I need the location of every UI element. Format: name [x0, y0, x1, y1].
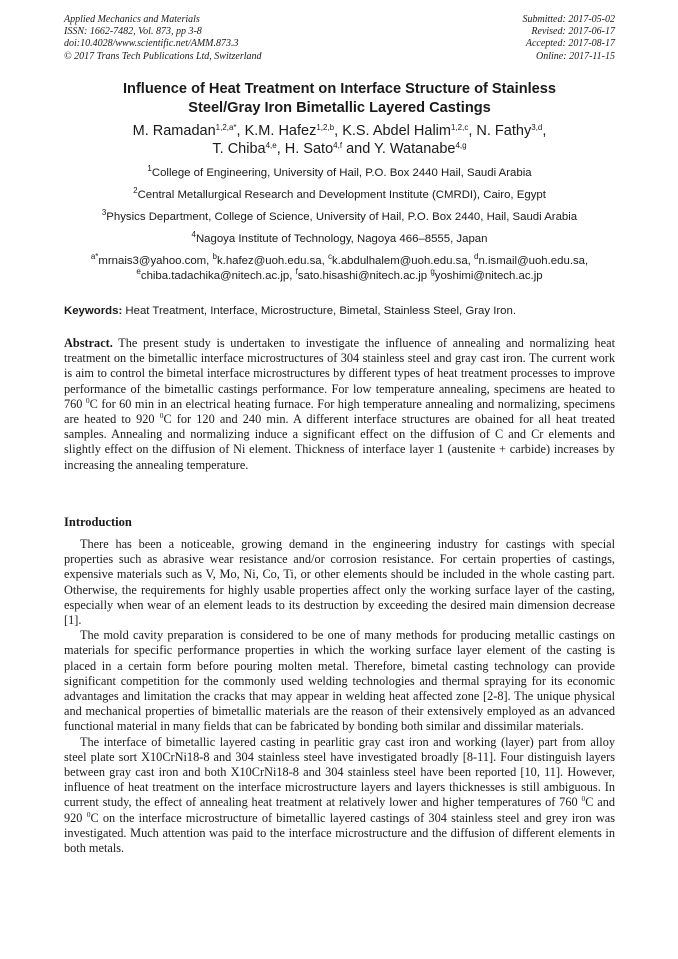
- affiliation-1: [64, 166, 615, 180]
- affiliation-text: Nagoya Institute of Technology, Nagoya 466–8555, Japan: [195, 233, 488, 245]
- keywords-text: Heat Treatment, Interface, Microstructure, Bimetal, Stainless Steel, Gray Iron.: [122, 305, 516, 317]
- author-sup: 1,2,c: [451, 123, 469, 132]
- header-left: [64, 14, 262, 63]
- title-line-1: Influence of Heat Treatment on Interface Structure of Stainless: [122, 81, 557, 97]
- affiliation-3: [64, 210, 615, 224]
- affiliation-4: [64, 232, 615, 246]
- author-and: and: [342, 141, 375, 157]
- abstract-label: Abstract.: [64, 336, 113, 350]
- copyright: © 2017 Trans Tech Publications Ltd, Switzerland: [64, 50, 262, 62]
- author-sup: 4,f: [333, 141, 343, 150]
- abstract-text: The present study is undertaken to investigate the influence of annealing and normalizing heat treatment on the bimetallic interface microstructures of 304 stainless steel and gray cast iron. The current work is aim to control the bimetal interface microstructures by different types of heat treatment processes to improve performance of the bimetallic castings performance. For low temperature annealing, specimens are heated to 760: [64, 336, 615, 411]
- author-line-1: [64, 122, 615, 140]
- abstract-text: C for 120 and 240 min. A different interface structures are obained for all heat treated samples. Annealing and normalizing induce a significant effect on the diffusion of C and Cr elements and slightly effect on the diffusion of Ni element. Thickness of interface layer 1 (austenite + carbide) increases by increasing the annealing temperature.: [64, 412, 615, 472]
- intro-paragraph-3: [64, 735, 615, 857]
- email-link[interactable]: k.hafez@uoh.edu.sa: [216, 255, 322, 267]
- email-sup: a*: [90, 252, 99, 261]
- author-sup: 1,2,b: [316, 123, 335, 132]
- author-line-2: [64, 140, 615, 158]
- intro-text: The interface of bimetallic layered casting in pearlitic gray cast iron and working (layer) part from alloy steel plate sort X10CrNi18-8 and 304 stainless steel have investigated broadly [8-11]. Four distinguish layers between gray cast iron and both X10CrNi18-8 and 304 stainless steel have been reported [10, 11]. However, influence of heat treatment on the interface microstructure layers and layers thicknesses is still ambiguous. In current study, the effect of annealing heat treatment at relatively lower and higher temperatures of 760: [64, 734, 615, 810]
- email-sup: f: [295, 266, 298, 276]
- affiliation-number: 4: [191, 230, 196, 239]
- submitted-date: Submitted: 2017-05-02: [522, 14, 615, 25]
- degree-sup: 0: [159, 411, 164, 421]
- author-name: T. Chiba: [212, 141, 266, 157]
- introduction-body: [64, 537, 615, 856]
- affiliation-text: Physics Department, College of Science, University of Hail, P.O. Box 2440, Hail, Saudi Arabia: [106, 211, 578, 223]
- email-link[interactable]: k.abdulhalem@uoh.edu.sa: [331, 255, 468, 267]
- degree-sup: 0: [86, 809, 91, 819]
- keywords: [64, 304, 615, 318]
- author-name: M. Ramadan: [132, 123, 216, 139]
- affiliation-number: 2: [133, 186, 138, 195]
- affiliation-text: College of Engineering, University of Hail, P.O. Box 2440 Hail, Saudi Arabia: [151, 167, 532, 179]
- header-right: [523, 14, 616, 63]
- intro-paragraph-1: There has been a noticeable, growing demand in the engineering industry for castings with special properties such as abrasive wear resistance and/or corrosion resistance. For certain properties of castings, expensive materials such as V, Mo, Ni, Co, Ti, or other elements should be included in the whole casting part. Otherwise, the requirements for highly usable properties affect only the working surface layer of the casting, especially when wear of an element leads to its destruction by exceeding the desired main dimension decrease [1].: [64, 537, 615, 628]
- author-sep: ,: [542, 123, 547, 139]
- intro-paragraph-2: The mold cavity preparation is considered to be one of many methods for producing metallic castings on materials for specific performance properties in which the working surface layer element of the casting is placed in a certain form before pouring molten metal. Therefore, bimetal casting technology can provide significant competition for the commonly used welding technologies and thermal spraying for its economic advantages and limitation the cracks that may appear in welding heat affected zone [2-8]. The unique physical and mechanical properties of bimetallic materials are the reason of their extensively employed as an advanced functional material in many fields that can be fabricated by bonding both similar and dissimilar materials.: [64, 628, 615, 734]
- email-link[interactable]: mrnais3@yahoo.com: [98, 255, 207, 267]
- author-sep: ,: [334, 123, 343, 139]
- abstract-text: C for 60 min in an electrical heating furnace. For high temperature annealing and normalizing, specimens are heated to 920: [64, 396, 615, 427]
- author-sep: ,: [236, 123, 245, 139]
- author-sep: ,: [276, 141, 285, 157]
- email-link[interactable]: yoshimi@nitech.ac.jp: [434, 269, 543, 282]
- author-name: H. Sato: [284, 141, 334, 157]
- author-name: K.S. Abdel Halim: [342, 123, 451, 139]
- email-sup: b: [212, 252, 217, 261]
- keywords-label: Keywords:: [64, 305, 123, 317]
- email-list: [64, 254, 615, 283]
- degree-sup: 0: [581, 794, 586, 804]
- author-sep: ,: [468, 123, 477, 139]
- doi: doi:10.4028/www.scientific.net/AMM.873.3: [64, 38, 239, 50]
- email-line-1: $^{a*}$mrnais3@yahoo.com, $^b$k.hafez@uoh.edu.sa, $^c$k.abdulhalem@uoh.edu.sa, $^d$n.ismail@uoh.edu.sa,: [90, 252, 589, 267]
- title-line-2: Steel/Gray Iron Bimetallic Layered Castings: [188, 100, 491, 116]
- email-sup: g: [430, 266, 435, 276]
- email-link[interactable]: chiba.tadachika@nitech.ac.jp: [140, 269, 290, 282]
- affiliation-number: 1: [147, 164, 152, 173]
- author-sup: 1,2,a*: [215, 123, 237, 132]
- intro-text: C on the interface microstructure of bimetallic layered castings of 304 stainless steel and grey iron was investigated. Much attention was paid to the interface microstructure and the diffusion of different elements in both metals.: [64, 810, 615, 856]
- author-list: [64, 122, 615, 158]
- intro-text: C and 920: [64, 795, 615, 825]
- degree-sup: 0: [85, 395, 90, 405]
- paper-title: [64, 80, 615, 118]
- affiliation-number: 3: [101, 208, 107, 217]
- affiliation-2: [64, 188, 615, 202]
- email-sup: c: [327, 252, 332, 261]
- email-sup: e: [136, 266, 141, 276]
- author-name: K.M. Hafez: [244, 123, 317, 139]
- introduction-heading: Introduction: [64, 515, 132, 529]
- email-line-2: $^e$chiba.tadachika@nitech.ac.jp, $^f$sato.hisashi@nitech.ac.jp $^g$yoshimi@nitech.ac.jp: [136, 266, 543, 282]
- author-sup: 4,g: [455, 141, 467, 150]
- author-sup: 3,d: [531, 123, 543, 132]
- email-link[interactable]: n.ismail@uoh.edu.sa: [478, 255, 586, 267]
- abstract: [64, 336, 615, 473]
- affiliation-text: Central Metallurgical Research and Development Institute (CMRDI), Cairo, Egypt: [137, 189, 546, 201]
- accepted-date: Accepted: 2017-08-17: [525, 38, 615, 50]
- author-name: N. Fathy: [476, 123, 532, 139]
- journal-name: Applied Mechanics and Materials: [64, 14, 200, 25]
- revised-date: Revised: 2017-06-17: [531, 26, 615, 38]
- online-date: Online: 2017-11-15: [536, 50, 615, 62]
- email-sup: d: [474, 252, 479, 261]
- author-name: Y. Watanabe: [374, 141, 456, 157]
- issn: ISSN: 1662-7482, Vol. 873, pp 3-8: [64, 26, 202, 38]
- email-link[interactable]: sato.hisashi@nitech.ac.jp: [297, 269, 428, 282]
- author-sup: 4,e: [265, 141, 277, 150]
